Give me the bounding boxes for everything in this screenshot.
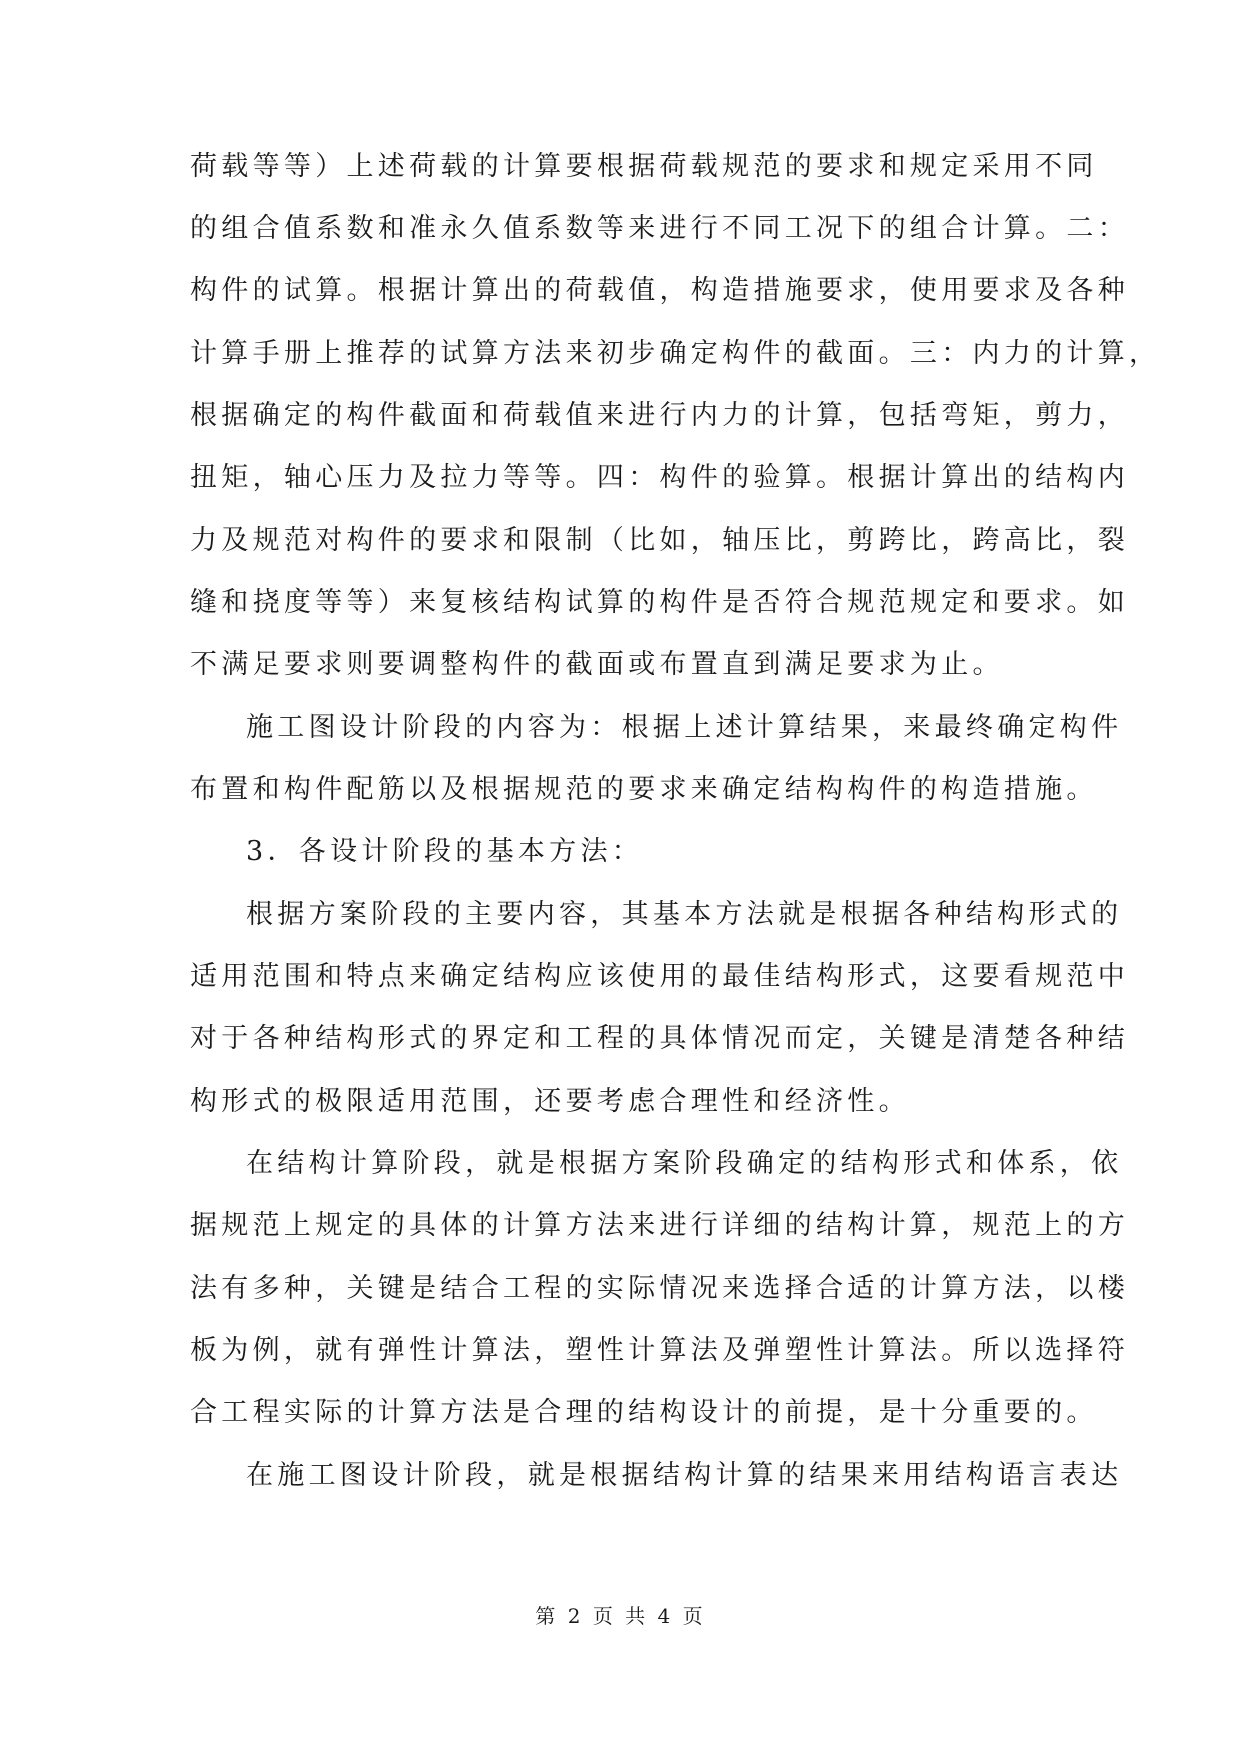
text-line: 不满足要求则要调整构件的截面或布置直到满足要求为止。 <box>190 649 1004 680</box>
section-heading: 3．各设计阶段的基本方法： <box>246 836 644 867</box>
text-line: 力及规范对构件的要求和限制（比如，轴压比，剪跨比，跨高比，裂 <box>190 525 1129 556</box>
paragraph-start: 根据方案阶段的主要内容，其基本方法就是根据各种结构形式的 <box>246 899 1123 930</box>
text-line: 缝和挠度等等）来复核结构试算的构件是否符合规范规定和要求。如 <box>190 587 1129 618</box>
paragraph-start: 施工图设计阶段的内容为：根据上述计算结果，来最终确定构件 <box>246 712 1123 743</box>
text-line: 构形式的极限适用范围，还要考虑合理性和经济性。 <box>190 1086 910 1117</box>
page-number-footer: 第 2 页 共 4 页 <box>535 1604 706 1628</box>
text-line: 适用范围和特点来确定结构应该使用的最佳结构形式，这要看规范中 <box>190 961 1129 992</box>
text-line: 的组合值系数和准永久值系数等来进行不同工况下的组合计算。二： <box>190 213 1129 244</box>
text-line: 对于各种结构形式的界定和工程的具体情况而定，关键是清楚各种结 <box>190 1023 1129 1054</box>
text-line: 扭矩，轴心压力及拉力等等。四：构件的验算。根据计算出的结构内 <box>190 462 1129 493</box>
text-line: 构件的试算。根据计算出的荷载值，构造措施要求，使用要求及各种 <box>190 275 1129 306</box>
text-line: 根据确定的构件截面和荷载值来进行内力的计算，包括弯矩，剪力， <box>190 400 1129 431</box>
paragraph-start: 在施工图设计阶段，就是根据结构计算的结果来用结构语言表达 <box>246 1460 1123 1491</box>
text-line: 布置和构件配筋以及根据规范的要求来确定结构构件的构造措施。 <box>190 774 1098 805</box>
text-line: 据规范上规定的具体的计算方法来进行详细的结构计算，规范上的方 <box>190 1210 1129 1241</box>
paragraph-start: 在结构计算阶段，就是根据方案阶段确定的结构形式和体系，依 <box>246 1148 1123 1179</box>
text-line: 板为例，就有弹性计算法，塑性计算法及弹塑性计算法。所以选择符 <box>190 1335 1129 1366</box>
text-line: 法有多种，关键是结合工程的实际情况来选择合适的计算方法，以楼 <box>190 1273 1129 1304</box>
text-line: 荷载等等）上述荷载的计算要根据荷载规范的要求和规定采用不同 <box>190 151 1098 182</box>
text-line: 计算手册上推荐的试算方法来初步确定构件的截面。三：内力的计算， <box>190 338 1161 369</box>
text-line: 合工程实际的计算方法是合理的结构设计的前提，是十分重要的。 <box>190 1397 1098 1428</box>
